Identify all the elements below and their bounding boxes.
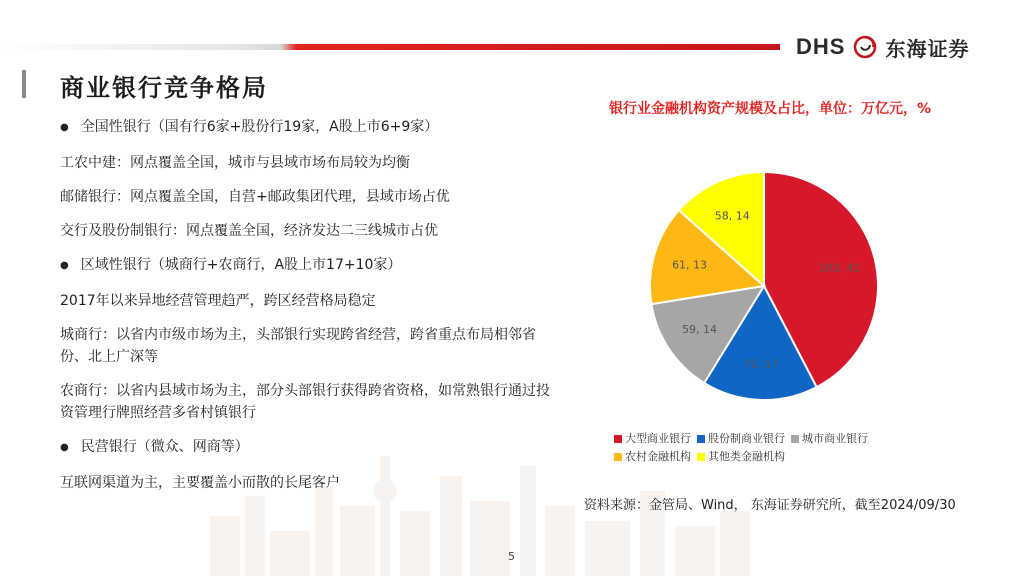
bullet-point: ● 区域性银行（城商行+农商行，A股上市17+10家） [60, 254, 560, 278]
pie-data-label: 58, 14 [714, 209, 750, 223]
legend-swatch [791, 435, 799, 443]
content-text-block [60, 116, 560, 506]
asset-share-pie-chart [646, 168, 882, 404]
bullet-point: ● 全国性银行（国有行6家+股份行19家，A股上市6+9家） [60, 116, 560, 140]
chart-legend [614, 430, 874, 466]
text-line: 农商行：以省内县域市场为主，部分头部银行获得跨省资格，如常熟银行通过投资管理行牌照经营多省村镇银行 [60, 383, 550, 421]
header-accent-line [0, 44, 780, 50]
title-accent-bar [22, 70, 26, 98]
chart-title: 银行业金融机构资产规模及占比，单位：万亿元，% [608, 101, 932, 117]
legend-item [614, 448, 691, 466]
pie-data-label: 183, 42 [818, 261, 861, 275]
source-note: 资料来源：金管局、Wind， 东海证券研究所，截至2024/09/30 [584, 498, 956, 513]
legend-swatch [697, 435, 705, 443]
text-line: 互联网渠道为主，主要覆盖小而散的长尾客户 [60, 475, 340, 491]
logo-dhs-text: DHS [796, 34, 846, 59]
company-logo [796, 30, 969, 64]
pie-data-label: 59, 14 [682, 323, 718, 337]
legend-swatch [697, 453, 705, 461]
legend-label: 股份制商业银行 [708, 432, 785, 445]
pie-data-label: 61, 13 [672, 258, 708, 272]
text-line: 工农中建：网点覆盖全国，城市与县域市场布局较为均衡 [60, 155, 410, 171]
legend-label: 城市商业银行 [802, 432, 868, 445]
page-number: 5 [508, 550, 515, 563]
legend-row [614, 430, 874, 448]
logo-cn-text: 东海证券 [885, 36, 970, 61]
legend-item [791, 430, 868, 448]
legend-label: 农村金融机构 [625, 450, 691, 463]
text-line: 城商行：以省内市级市场为主，头部银行实现跨省经营，跨省重点布局相邻省份、北上广深等 [60, 327, 536, 365]
text-line: 2017年以来异地经营管理趋严，跨区经营格局稳定 [60, 293, 376, 309]
legend-row [614, 448, 874, 466]
text-line: 交行及股份制银行：网点覆盖全国，经济发达二三线城市占优 [60, 223, 438, 239]
legend-item [697, 430, 785, 448]
legend-label: 其他类金融机构 [708, 450, 785, 463]
page-title: 商业银行竞争格局 [60, 73, 268, 102]
text-line: 邮储银行：网点覆盖全国，自营+邮政集团代理，县域市场占优 [60, 189, 450, 205]
legend-label: 大型商业银行 [625, 432, 691, 445]
legend-item [697, 448, 785, 466]
legend-item [614, 430, 691, 448]
bullet-point: ● 民营银行（微众、网商等） [60, 436, 560, 460]
pie-data-label: 71, 17 [743, 357, 779, 371]
dragon-logo-icon [851, 33, 879, 61]
legend-swatch [614, 453, 622, 461]
legend-swatch [614, 435, 622, 443]
